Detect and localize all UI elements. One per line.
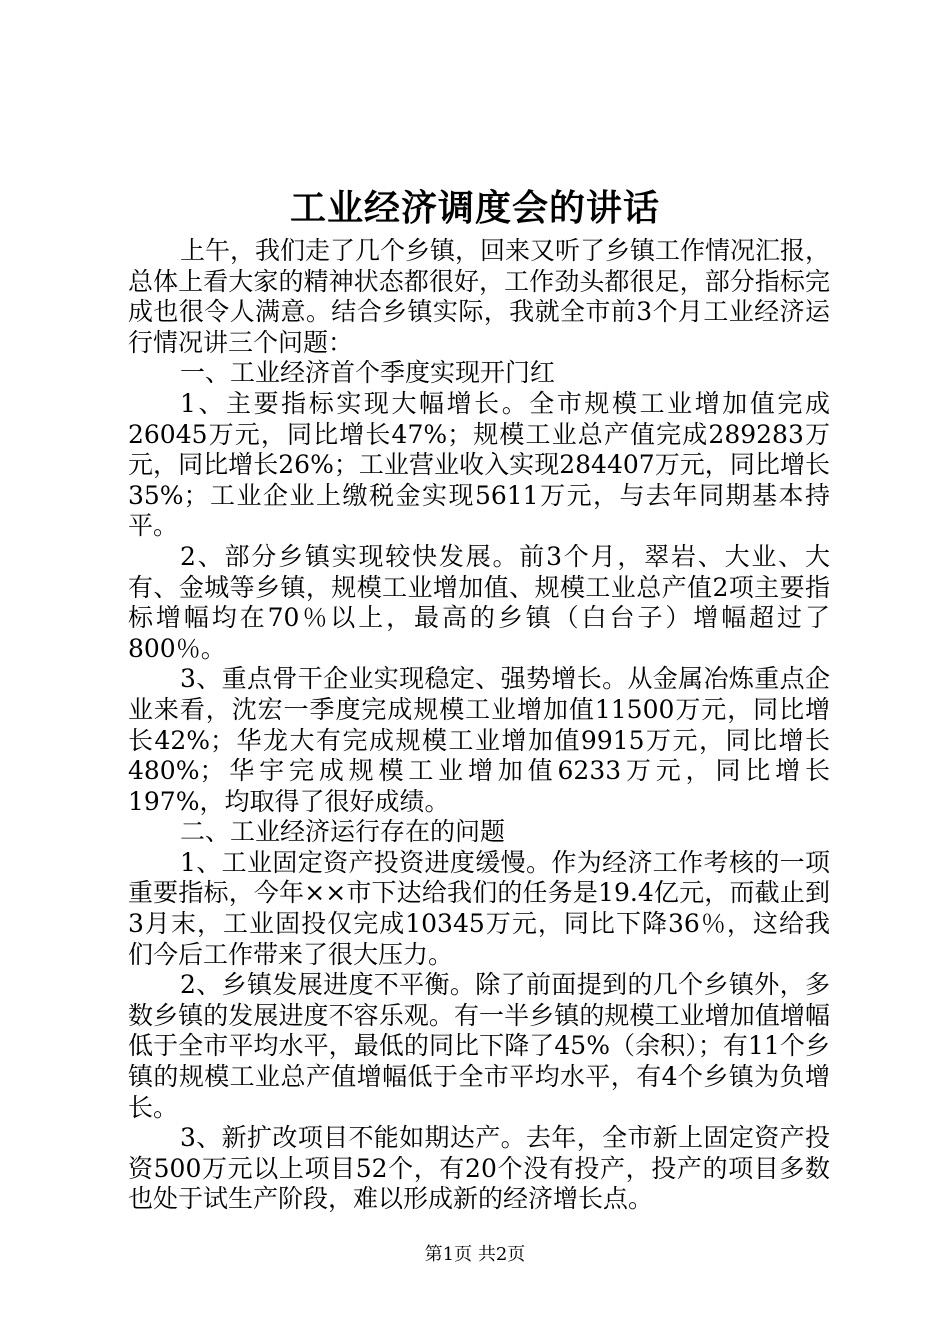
paragraph-intro: 上午，我们走了几个乡镇，回来又听了乡镇工作情况汇报，总体上看大家的精神状态都很好，工作劲头都很足，部分指标完成也很令人满意。结合乡镇实际，我就全市前3个月工业经济运行情况讲三个问题： — [128, 236, 831, 357]
paragraph-fixed-investment: 1、工业固定资产投资进度缓慢。作为经济工作考核的一项重要指标，今年××市下达给我们的任务是19.4亿元，而截止到3月末，工业固投仅完成10345万元，同比下降36％，这给我们今后工作带来了很大压力。 — [128, 847, 830, 969]
paragraph-uneven-development: 2、乡镇发展进度不平衡。除了前面提到的几个乡镇外，多数乡镇的发展进度不容乐观。有一半乡镇的规模工业增加值增幅低于全市平均水平，最低的同比下降了45%（余积）；有11个乡镇的规模工业总产值增幅低于全市平均水平，有4个乡镇为负增长。 — [128, 970, 830, 1122]
page-number: 第1页 共2页 — [424, 1244, 526, 1265]
section-heading-1: 一、工业经济首个季度实现开门红 — [180, 358, 556, 388]
document-body — [128, 236, 830, 1215]
paragraph-township-development: 2、部分乡镇实现较快发展。前3个月，翠岩、大业、大有、金城等乡镇，规模工业增加值、规模工业总产值2项主要指标增幅均在70％以上，最高的乡镇（白台子）增幅超过了800％。 — [128, 541, 830, 663]
paragraph-main-indicators: 1、主要指标实现大幅增长。全市规模工业增加值完成26045万元，同比增长47%；规模工业总产值完成289283万元，同比增长26%；工业营业收入实现284407万元，同比增长35%；工业企业上缴税金实现5611万元，与去年同期基本持平。 — [128, 388, 830, 541]
paragraph-key-enterprises: 3、重点骨干企业实现稳定、强势增长。从金属冶炼重点企业来看，沈宏一季度完成规模工业增加值11500万元，同比增长42%；华龙大有完成规模工业增加值9915万元，同比增长480%；华宇完成规模工业增加值6233万元，同比增长197%，均取得了很好成绩。 — [128, 664, 830, 816]
section-heading-2: 二、工业经济运行存在的问题 — [180, 817, 506, 847]
document-title: 工业经济调度会的讲话 — [289, 187, 660, 229]
paragraph-new-projects: 3、新扩改项目不能如期达产。去年，全市新上固定资产投资500万元以上项目52个，有20个没有投产，投产的项目多数也处于试生产阶段，难以形成新的经济增长点。 — [128, 1123, 830, 1214]
